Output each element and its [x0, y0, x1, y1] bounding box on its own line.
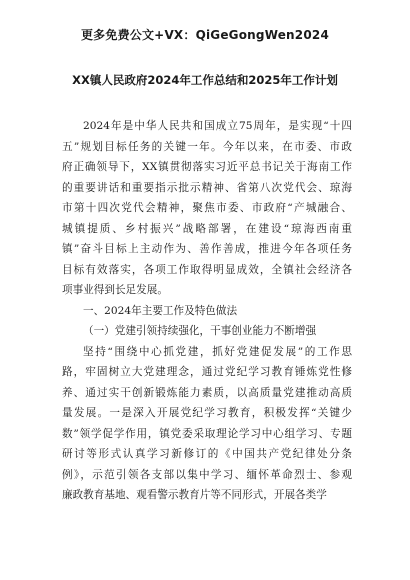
paragraph-line: 路，牢固树立大党建理念，通过党纪学习教育锤炼党性修: [62, 366, 352, 378]
paragraph-line: 研讨等形式认真学习新修订的《中国共产党纪律处分条: [62, 448, 352, 460]
paragraph-line: 城镇提质、乡村振兴”战略部署，在建设“琼海西南重: [62, 222, 352, 235]
paragraph-line: 一、2024年主要工作及特色做法: [83, 304, 238, 317]
paragraph: [62, 321, 352, 342]
paragraph-line: 目标有效落实，各项工作取得明显成效，全镇社会经济各: [62, 263, 352, 276]
paragraph-line: 项事业得到长足发展。: [62, 284, 168, 296]
paragraph-line: 量发展。一是深入开展党纪学习教育，积极发挥“关键少: [62, 407, 352, 419]
paragraph-line: 镇”奋斗目标上主动作为、善作善成，推进今年各项任务: [62, 243, 352, 255]
paragraph: [62, 301, 352, 322]
paragraph-line: 2024年是中华人民共和国成立75周年，是实现“十四: [83, 120, 352, 132]
paragraph-line: 市第十四次党代会精神，聚焦市委、市政府“产城融合、: [62, 202, 352, 214]
document-title: XX镇人民政府2024年工作总结和2025年工作计划: [72, 73, 338, 87]
paragraph-line: 廉政教育基地、观看警示教育片等不同形式，开展各类学: [62, 489, 327, 501]
paragraph: [62, 116, 352, 301]
paragraph-line: 养、通过实干创新锻炼能力素质，以高质量党建推动高质: [62, 386, 352, 399]
paragraph-line: 数”领学促学作用，镇党委采取理论学习中心组学习、专题: [62, 427, 352, 440]
paragraph-line: 坚持“围绕中心抓党建，抓好党建促发展”的工作思: [83, 345, 352, 358]
paragraph-line: 例》，示范引领各支部以集中学习、缅怀革命烈士、参观: [62, 468, 352, 481]
paragraph-line: 府正确领导下，XX镇贯彻落实习近平总书记关于海南工作: [62, 161, 352, 173]
document-body: [62, 116, 352, 506]
header-promo-text: 更多免费公文+VX：QiGeGongWen2024: [80, 28, 329, 42]
paragraph: [62, 342, 352, 506]
paragraph-line: （一）党建引领持续强化，干事创业能力不断增强: [83, 325, 317, 337]
paragraph-line: 的重要讲话和重要指示批示精神、省第八次党代会、琼海: [62, 181, 352, 194]
paragraph-line: 五”规划目标任务的关键一年。今年以来，在市委、市政: [62, 140, 352, 153]
